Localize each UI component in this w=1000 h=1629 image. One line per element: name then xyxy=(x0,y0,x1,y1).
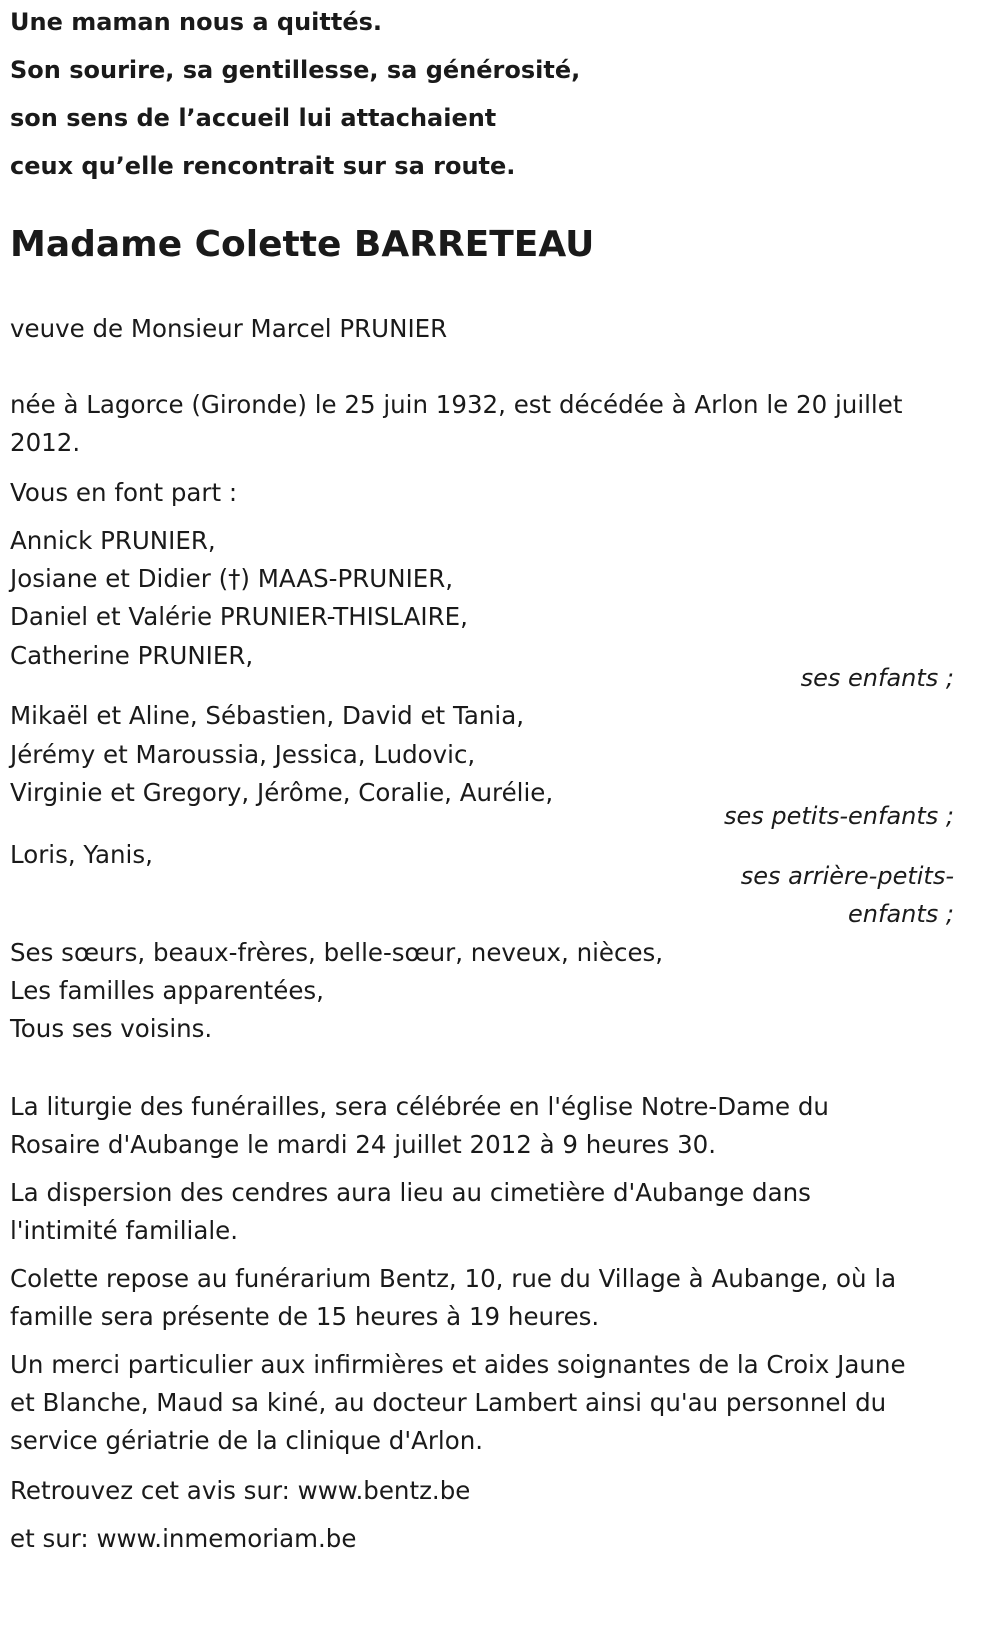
grandchild-line-1: Mikaël et Aline, Sébastien, David et Tania, xyxy=(10,701,524,730)
great-grandchildren-line: Loris, Yanis, xyxy=(10,840,153,869)
poem-line-4: ceux qu’elle rencontrait sur sa route. xyxy=(10,152,516,180)
poem-line-2: Son sourire, sa gentillesse, sa générosité, xyxy=(10,56,581,84)
poem-line-3: son sens de l’accueil lui attachaient xyxy=(10,104,497,132)
grandchildren-relation: ses petits-enfants ; xyxy=(723,802,954,830)
inmemoriam-link-line[interactable]: et sur: www.inmemoriam.be xyxy=(10,1524,357,1553)
poem-line-1: Une maman nous a quittés. xyxy=(10,8,383,36)
liturgy-line-1: La liturgie des funérailles, sera célébrée en l'église Notre-Dame du xyxy=(10,1092,829,1121)
birth-death-line-2: 2012. xyxy=(10,428,81,457)
widow-line: veuve de Monsieur Marcel PRUNIER xyxy=(10,314,448,343)
ashes-line-2: l'intimité familiale. xyxy=(10,1216,239,1245)
liturgy-line-2: Rosaire d'Aubange le mardi 24 juillet 2012 à 9 heures 30. xyxy=(10,1130,717,1159)
funerarium-line-2: famille sera présente de 15 heures à 19 heures. xyxy=(10,1302,600,1331)
child-line-4: Catherine PRUNIER, xyxy=(10,641,254,670)
others-line-2: Les familles apparentées, xyxy=(10,976,324,1005)
thanks-line-2: et Blanche, Maud sa kiné, au docteur Lambert ainsi qu'au personnel du xyxy=(10,1388,887,1417)
funerarium-line-1: Colette repose au funérarium Bentz, 10, rue du Village à Aubange, où la xyxy=(10,1264,897,1293)
announce-line: Vous en font part : xyxy=(10,478,238,507)
others-line-3: Tous ses voisins. xyxy=(10,1014,213,1043)
grandchild-line-3: Virginie et Gregory, Jérôme, Coralie, Aurélie, xyxy=(10,778,554,807)
great-grandchildren-relation-1: ses arrière-petits- xyxy=(740,862,954,890)
children-relation: ses enfants ; xyxy=(800,664,954,692)
child-line-3: Daniel et Valérie PRUNIER-THISLAIRE, xyxy=(10,602,468,631)
grandchild-line-2: Jérémy et Maroussia, Jessica, Ludovic, xyxy=(10,740,476,769)
thanks-line-1: Un merci particulier aux infirmières et aides soignantes de la Croix Jaune xyxy=(10,1350,906,1379)
child-line-2: Josiane et Didier (†) MAAS-PRUNIER, xyxy=(10,564,454,593)
child-line-1: Annick PRUNIER, xyxy=(10,526,216,555)
others-line-1: Ses sœurs, beaux-frères, belle-sœur, neveux, nièces, xyxy=(10,938,664,967)
ashes-line-1: La dispersion des cendres aura lieu au cimetière d'Aubange dans xyxy=(10,1178,811,1207)
bentz-link-line[interactable]: Retrouvez cet avis sur: www.bentz.be xyxy=(10,1476,471,1505)
deceased-name: Madame Colette BARRETEAU xyxy=(10,224,595,265)
thanks-line-3: service gériatrie de la clinique d'Arlon. xyxy=(10,1426,484,1455)
birth-death-line-1: née à Lagorce (Gironde) le 25 juin 1932, est décédée à Arlon le 20 juillet xyxy=(10,390,903,419)
great-grandchildren-relation-2: enfants ; xyxy=(848,900,954,928)
